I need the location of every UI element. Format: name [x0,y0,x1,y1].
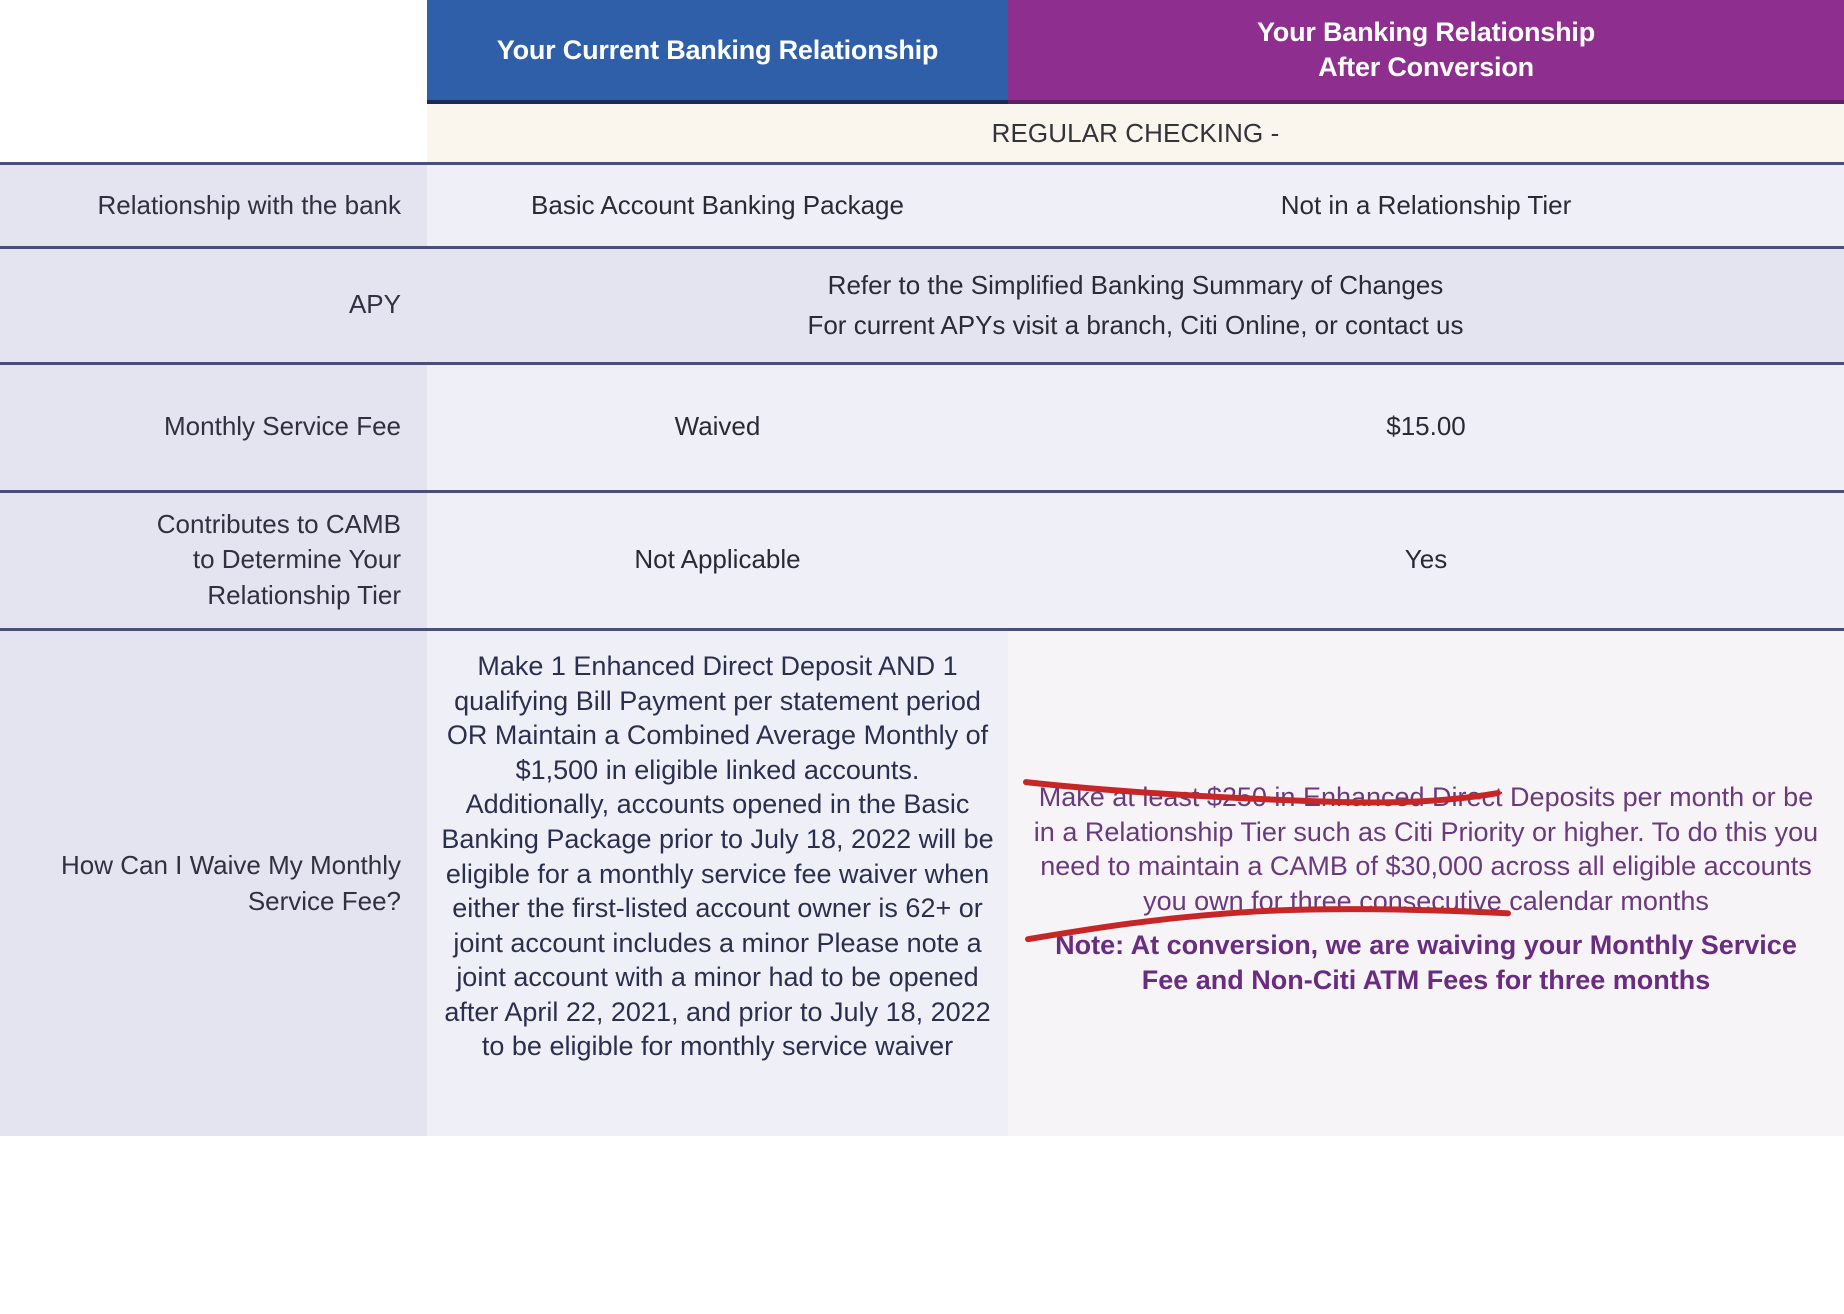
row-label-how-can-i-waive-fee [0,628,427,1136]
row-current-relationship-with-the-bank: Basic Account Banking Package [427,162,1008,246]
row-current-monthly-service-fee: Waived [427,362,1008,490]
row-after-monthly-service-fee: $15.00 [1008,362,1844,490]
header-spacer-cell [0,0,427,104]
header-after-line-2: After Conversion [1318,52,1534,82]
apy-line-2: For current APYs visit a branch, Citi Online, or contact us [807,310,1464,341]
row-after-contributes-to-camb: Yes [1008,490,1844,629]
waiver-after-note: Note: At conversion, we are waiving your Monthly Service Fee and Non-Citi ATM Fees for three months [1055,930,1797,995]
row-current-how-can-i-waive-fee [427,628,1008,1136]
row-label-relationship-with-the-bank: Relationship with the bank [0,162,427,246]
row-label-contributes-to-camb [0,490,427,629]
header-after-conversion [1008,0,1844,104]
product-title-band: REGULAR CHECKING - [427,104,1844,162]
apy-line-1: Refer to the Simplified Banking Summary of Changes [827,270,1444,300]
row-label-apy: APY [0,246,427,362]
camb-label-line-2: to Determine Your [192,544,401,575]
camb-label-line-1: Contributes to CAMB [156,508,401,539]
header-after-line-1: Your Banking Relationship [1256,17,1596,48]
waiver-current-paragraph: Make 1 Enhanced Direct Deposit AND 1 qualifying Bill Payment per statement period OR Maintain a Combined Average Monthly of $1,500 in eligible linked accounts. Additionally, accounts opened in the Basic Banking Package prior to July 18, 2022 will be eligible for a monthly service fee waiver when either the first-listed account owner is 62+ or joint account includes a minor Please note a joint account with a minor had to be opened after April 22, 2021, and prior to July 18, 2022 to be eligible for monthly service waiver [441,651,994,1062]
waive-label-line-2: Service Fee? [247,885,401,916]
product-band-spacer [0,104,427,162]
waiver-after-paragraph: Make at least $250 in Enhanced Direct Deposits per month or be in a Relationship Tier such as Citi Priority or higher. To do this you need to maintain a CAMB of $30,000 across all eligible accounts you own for three consecutive calendar months [1033,782,1819,916]
waive-label-line-1: How Can I Waive My Monthly [60,849,401,880]
row-after-relationship-with-the-bank: Not in a Relationship Tier [1008,162,1844,246]
camb-label-line-3: Relationship Tier [207,580,401,611]
row-merged-apy [427,246,1844,362]
row-label-monthly-service-fee: Monthly Service Fee [0,362,427,490]
row-after-how-can-i-waive-fee [1008,628,1844,1136]
header-current-banking-relationship: Your Current Banking Relationship [427,0,1008,104]
row-current-contributes-to-camb: Not Applicable [427,490,1008,629]
